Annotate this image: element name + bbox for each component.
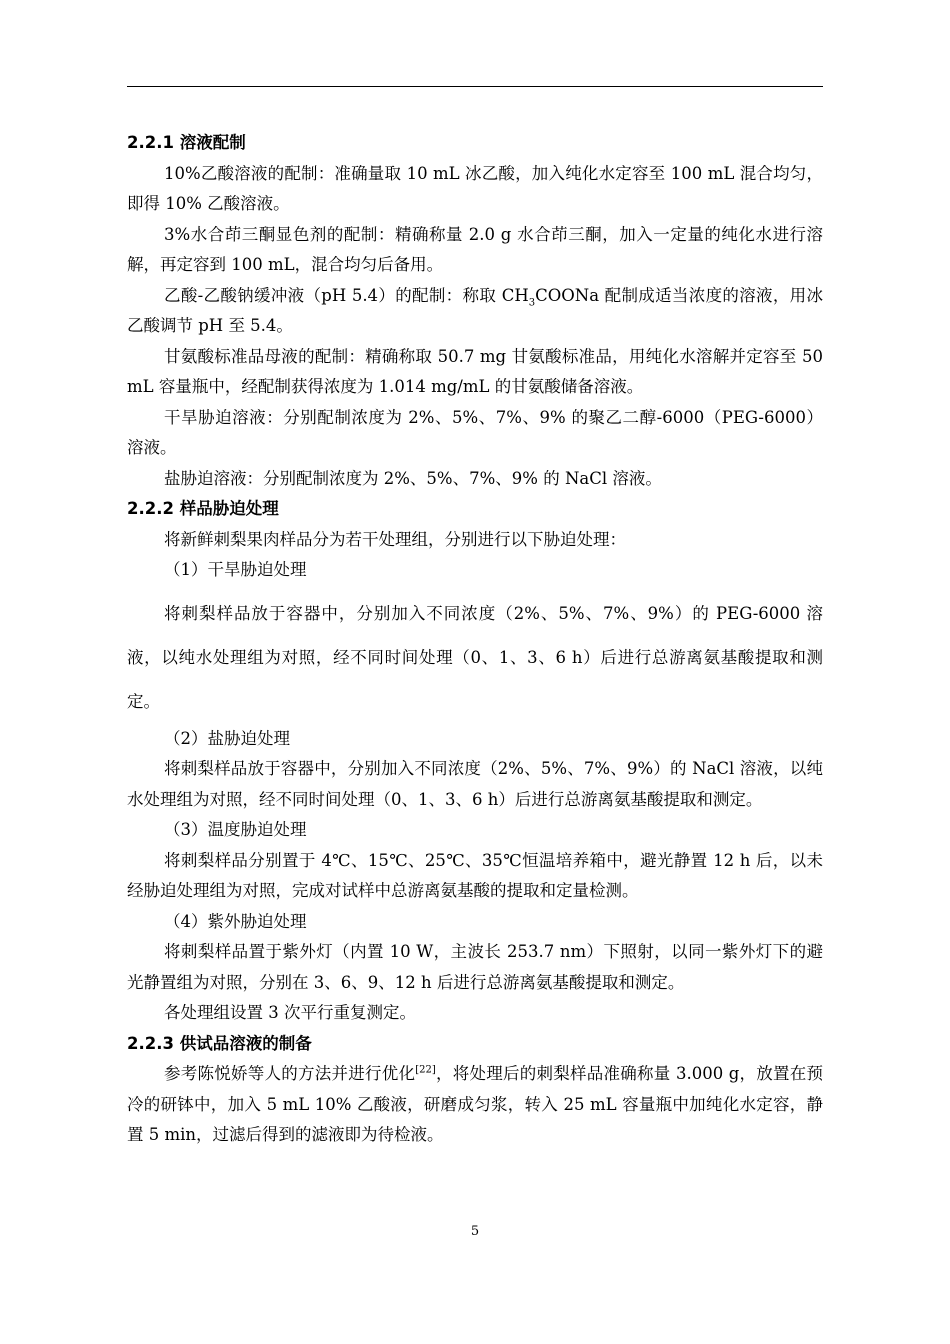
subscript: 3	[528, 296, 536, 308]
paragraph: 10%乙酸溶液的配制：准确量取 10 mL 冰乙酸，加入纯化水定容至 100 mL 混合均匀，即得 10% 乙酸溶液。	[127, 163, 823, 213]
paragraph: 干旱胁迫溶液：分别配制浓度为 2%、5%、7%、9% 的聚乙二醇-6000（PEG-6000）溶液。	[127, 407, 823, 457]
paragraph-buffer	[127, 281, 823, 342]
section-heading-2-2-2: 2.2.2 样品胁迫处理	[127, 499, 279, 518]
treatment-text: 将刺梨样品放于容器中，分别加入不同浓度（2%、5%、7%、9%）的 NaCl 溶液，以纯水处理组为对照，经不同时间处理（0、1、3、6 h）后进行总游离氨基酸提取和测定。	[127, 759, 823, 809]
paragraph: 甘氨酸标准品母液的配制：精确称取 50.7 mg 甘氨酸标准品，用纯化水溶解并定容至 50 mL 容量瓶中，经配制获得浓度为 1.014 mg/mL 的甘氨酸储备溶液。	[127, 346, 823, 396]
paragraph-sample-prep	[127, 1059, 823, 1151]
text-run: 乙酸-乙酸钠缓冲液（pH 5.4）的配制：称取 CH	[164, 285, 529, 305]
text-run: 参考陈悦娇等人的方法并进行优化	[164, 1064, 416, 1083]
paragraph: 3%水合茚三酮显色剂的配制：精确称量 2.0 g 水合茚三酮，加入一定量的纯化水进行溶解，再定容到 100 mL，混合均匀后备用。	[127, 224, 823, 274]
treatment-label: （3）温度胁迫处理	[164, 820, 307, 839]
citation-superscript: [22]	[415, 1064, 436, 1076]
paragraph-intro: 将新鲜刺梨果肉样品分为若干处理组，分别进行以下胁迫处理：	[164, 529, 626, 549]
document-body	[127, 128, 823, 1151]
treatment-label: （1）干旱胁迫处理	[164, 560, 307, 579]
treatment-label: （4）紫外胁迫处理	[164, 911, 307, 931]
paragraph: 盐胁迫溶液：分别配制浓度为 2%、5%、7%、9% 的 NaCl 溶液。	[164, 468, 662, 488]
text-run: COONa 配制成适当浓度的溶液，用冰乙酸调节 pH 至 5.4。	[127, 285, 823, 335]
page-number: 5	[470, 1224, 480, 1239]
treatment-label: （2）盐胁迫处理	[164, 728, 290, 748]
section-heading-2-2-3: 2.2.3 供试品溶液的制备	[127, 1033, 312, 1053]
paragraph-closing: 各处理组设置 3 次平行重复测定。	[164, 1003, 416, 1022]
treatment-text: 将刺梨样品放于容器中，分别加入不同浓度（2%、5%、7%、9%）的 PEG-6000 溶液，以纯水处理组为对照，经不同时间处理（0、1、3、6 h）后进行总游离氨基酸提取和测定。	[127, 603, 823, 711]
treatment-text: 将刺梨样品分别置于 4℃、15℃、25℃、35℃恒温培养箱中，避光静置 12 h 后，以未经胁迫处理组为对照，完成对试样中总游离氨基酸的提取和定量检测。	[127, 850, 823, 900]
text-run: ，将处理后的刺梨样品准确称量 3.000 g，放置在预冷的研钵中，加入 5 mL 10% 乙酸液，研磨成匀浆，转入 25 mL 容量瓶中加纯化水定容，静置 5 min，过滤后得到的滤液即为待检液。	[127, 1064, 823, 1144]
treatment-text: 将刺梨样品置于紫外灯（内置 10 W，主波长 253.7 nm）下照射，以同一紫外灯下的避光静置组为对照，分别在 3、6、9、12 h 后进行总游离氨基酸提取和测定。	[127, 942, 823, 992]
header-rule	[127, 86, 823, 87]
section-heading-2-2-1: 2.2.1 溶液配制	[127, 133, 246, 152]
